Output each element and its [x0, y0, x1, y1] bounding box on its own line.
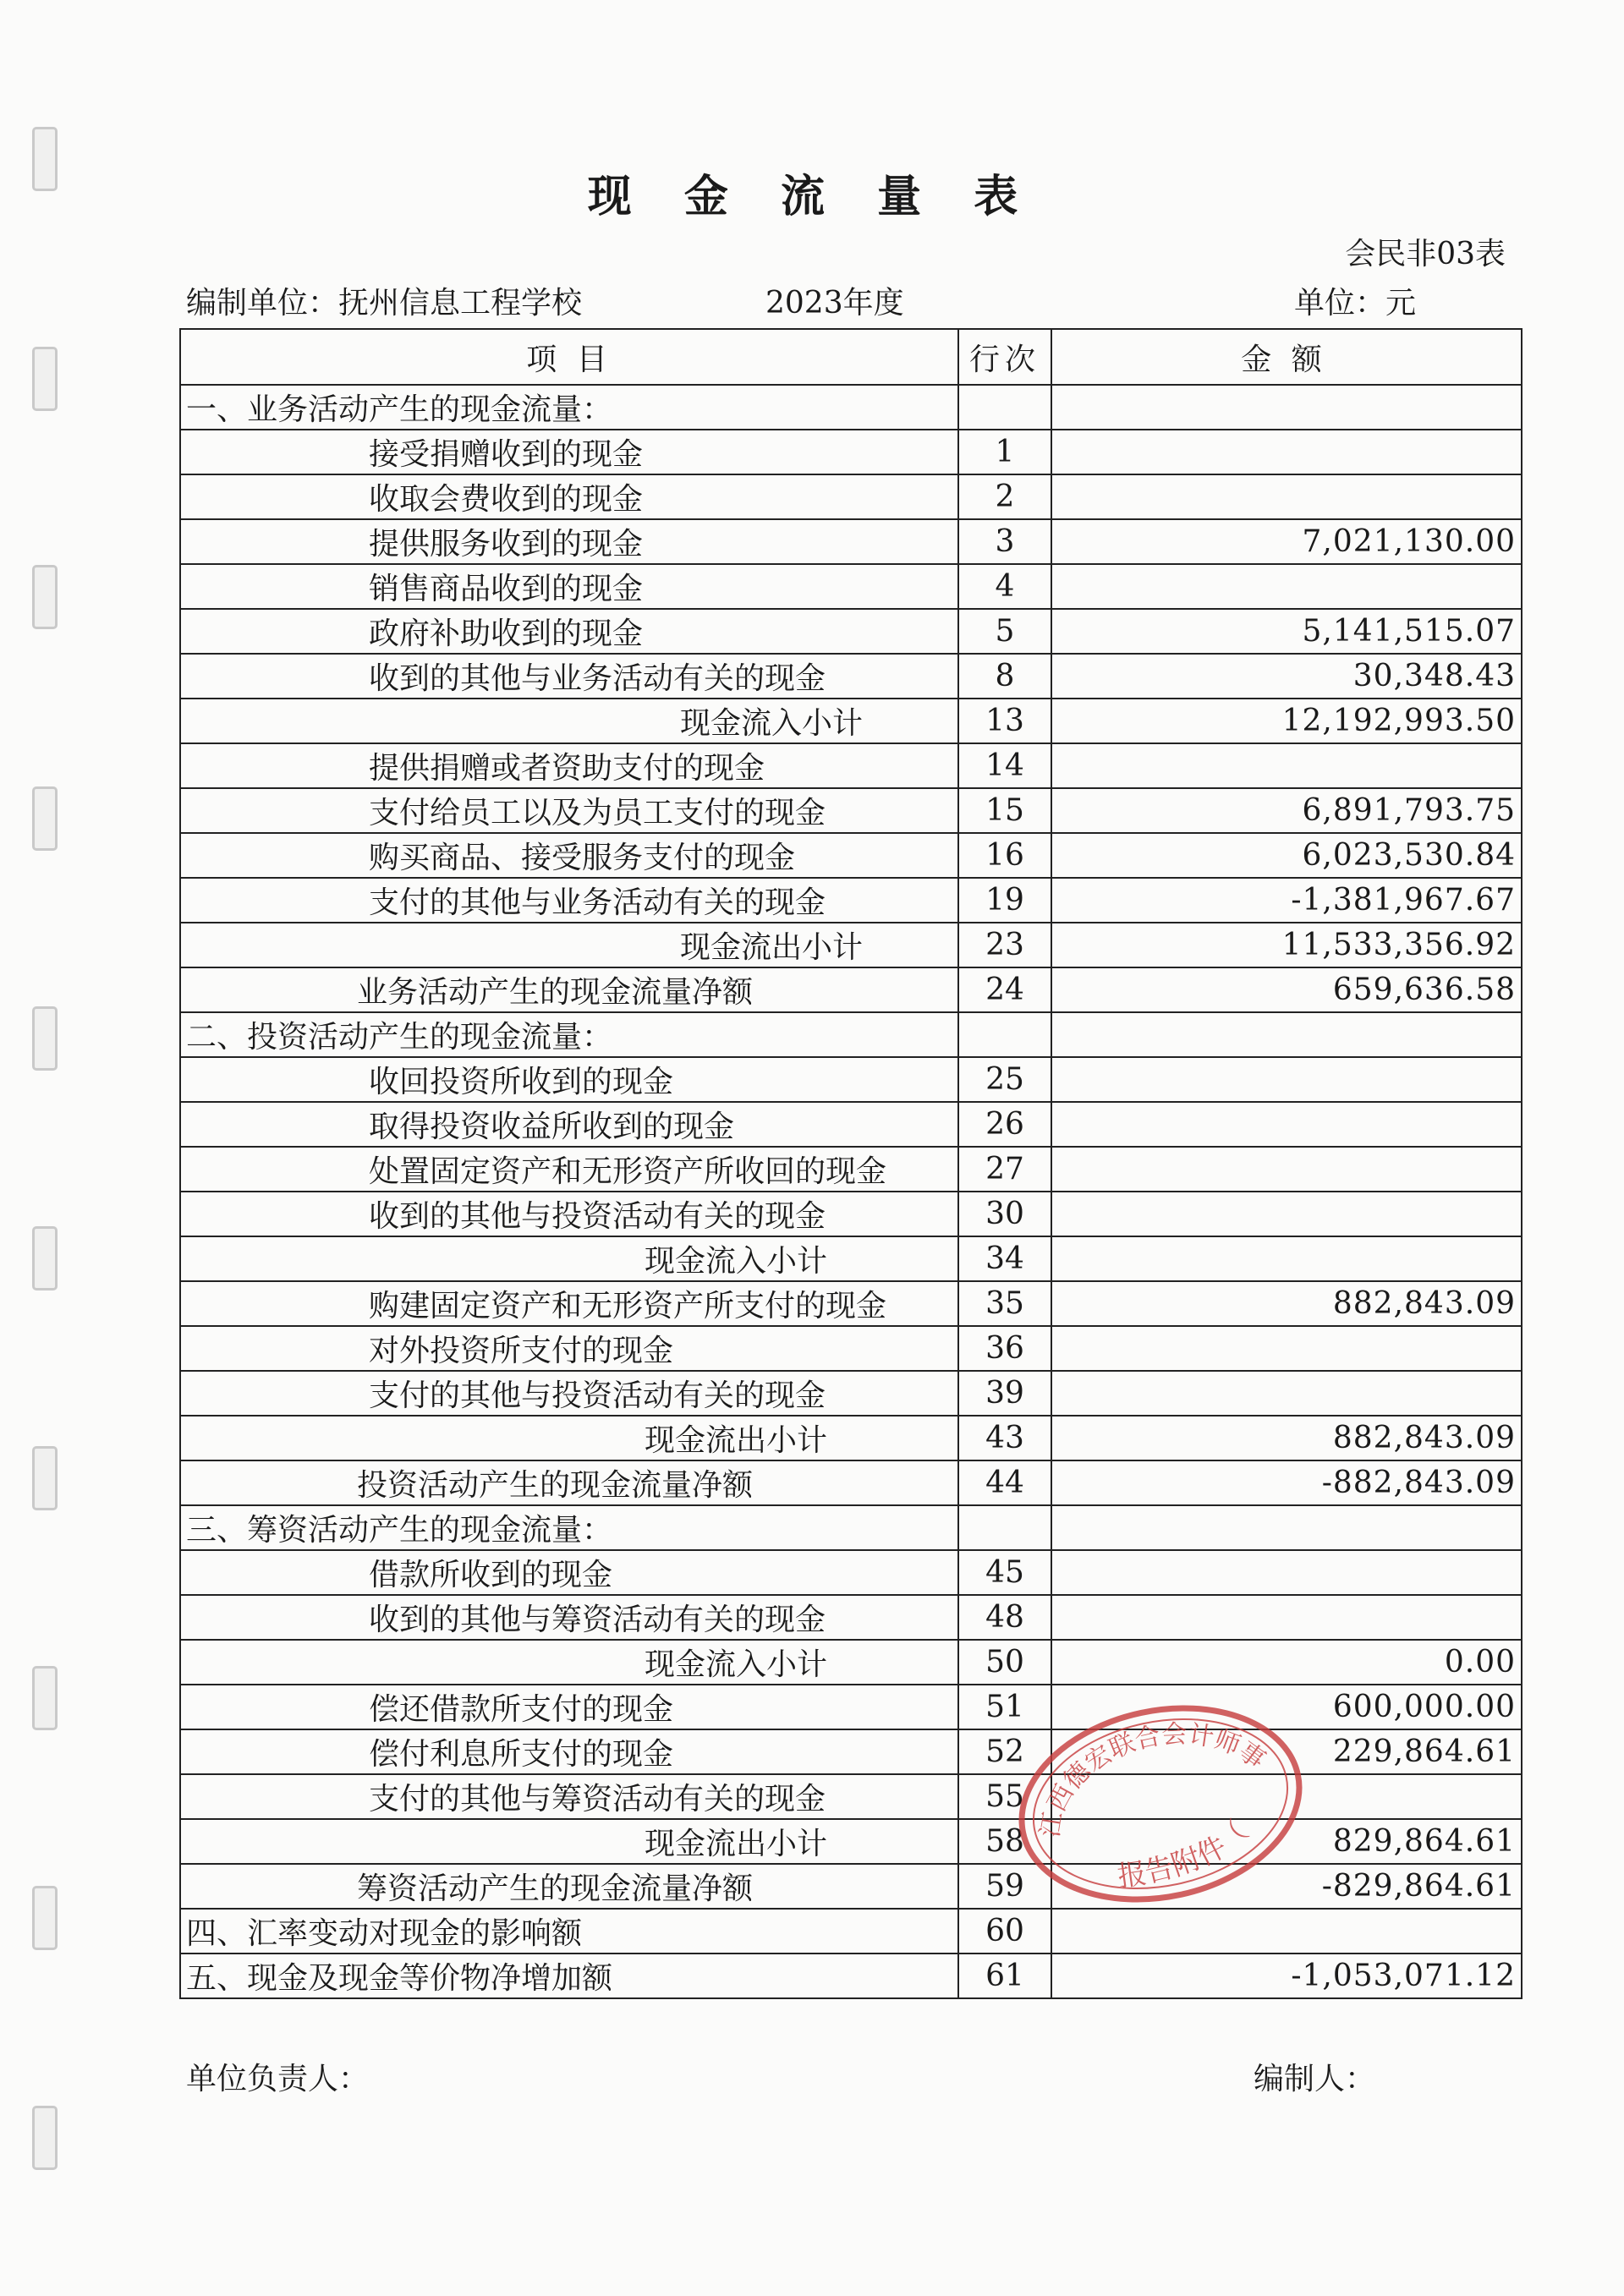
row-amount: 882,843.09 — [1051, 1416, 1522, 1460]
seal-bottom-text: 报告附件（1） — [1115, 1815, 1255, 1894]
row-item: 处置固定资产和无形资产所收回的现金 — [180, 1147, 958, 1192]
row-amount — [1051, 1147, 1522, 1192]
preparer-label: 编制人： — [1254, 2062, 1376, 2096]
table-row — [180, 1685, 1522, 1729]
binding-holes — [32, 0, 58, 2296]
currency-unit: 单位：元 — [1294, 286, 1417, 321]
table-row — [180, 1102, 1522, 1147]
row-item: 现金流出小计 — [180, 1819, 958, 1864]
row-amount — [1051, 1505, 1522, 1550]
subtotal-row — [180, 1819, 1522, 1864]
row-line: 60 — [958, 1909, 1051, 1954]
row-line: 2 — [958, 474, 1051, 519]
row-item: 一、业务活动产生的现金流量： — [180, 385, 958, 430]
row-amount — [1051, 1012, 1522, 1057]
row-line: 59 — [958, 1864, 1051, 1909]
row-line: 45 — [958, 1550, 1051, 1595]
row-line: 35 — [958, 1281, 1051, 1326]
row-amount: 6,891,793.75 — [1051, 788, 1522, 833]
row-line: 5 — [958, 609, 1051, 654]
table-row — [180, 1595, 1522, 1640]
table-row — [180, 609, 1522, 654]
row-item: 提供服务收到的现金 — [180, 519, 958, 564]
row-amount — [1051, 564, 1522, 609]
row-amount: 7,021,130.00 — [1051, 519, 1522, 564]
row-item: 购买商品、接受服务支付的现金 — [180, 833, 958, 878]
row-line — [958, 1505, 1051, 1550]
row-amount — [1051, 743, 1522, 788]
row-item: 销售商品收到的现金 — [180, 564, 958, 609]
unit-head-label: 单位负责人： — [186, 2062, 370, 2096]
row-amount: 30,348.43 — [1051, 654, 1522, 699]
row-item: 四、汇率变动对现金的影响额 — [180, 1909, 958, 1954]
row-item: 收到的其他与筹资活动有关的现金 — [180, 1595, 958, 1640]
row-amount — [1051, 430, 1522, 474]
row-line: 39 — [958, 1371, 1051, 1416]
row-item: 借款所收到的现金 — [180, 1550, 958, 1595]
table-row — [180, 1057, 1522, 1102]
subtotal-row — [180, 923, 1522, 967]
binding-hole — [32, 1886, 58, 1950]
row-line: 24 — [958, 967, 1051, 1012]
row-item: 收到的其他与业务活动有关的现金 — [180, 654, 958, 699]
row-item: 支付的其他与业务活动有关的现金 — [180, 878, 958, 923]
report-year: 2023年度 — [765, 286, 904, 321]
row-amount: 829,864.61 — [1051, 1819, 1522, 1864]
subtotal-row — [180, 699, 1522, 743]
row-line: 44 — [958, 1460, 1051, 1505]
table-row — [180, 1550, 1522, 1595]
row-item: 收回投资所收到的现金 — [180, 1057, 958, 1102]
row-line: 55 — [958, 1774, 1051, 1819]
row-amount: 11,533,356.92 — [1051, 923, 1522, 967]
seal-top-text: 江西德宏联合会计师事务所 — [1034, 1719, 1271, 1840]
row-item: 支付的其他与筹资活动有关的现金 — [180, 1774, 958, 1819]
row-item: 三、筹资活动产生的现金流量： — [180, 1505, 958, 1550]
row-amount: -1,053,071.12 — [1051, 1954, 1522, 1998]
row-line — [958, 1012, 1051, 1057]
table-row — [180, 878, 1522, 923]
row-line: 13 — [958, 699, 1051, 743]
subtotal-row — [180, 1416, 1522, 1460]
binding-hole — [32, 1446, 58, 1510]
net-row — [180, 967, 1522, 1012]
table-row — [180, 1371, 1522, 1416]
table-row — [180, 788, 1522, 833]
row-amount — [1051, 1595, 1522, 1640]
table-row — [180, 743, 1522, 788]
row-line: 51 — [958, 1685, 1051, 1729]
row-amount — [1051, 474, 1522, 519]
row-line: 48 — [958, 1595, 1051, 1640]
row-item: 现金流入小计 — [180, 699, 958, 743]
subtotal-row — [180, 1236, 1522, 1281]
table-row — [180, 654, 1522, 699]
row-amount: 229,864.61 — [1051, 1729, 1522, 1774]
row-item: 政府补助收到的现金 — [180, 609, 958, 654]
row-line: 25 — [958, 1057, 1051, 1102]
table-row — [180, 430, 1522, 474]
row-item: 投资活动产生的现金流量净额 — [180, 1460, 958, 1505]
table-row — [180, 1147, 1522, 1192]
row-amount: 600,000.00 — [1051, 1685, 1522, 1729]
section-row — [180, 1505, 1522, 1550]
header-amount: 金 额 — [1051, 329, 1522, 385]
row-line: 52 — [958, 1729, 1051, 1774]
table-row — [180, 474, 1522, 519]
row-item: 五、现金及现金等价物净增加额 — [180, 1954, 958, 1998]
row-line: 15 — [958, 788, 1051, 833]
row-amount: 5,141,515.07 — [1051, 609, 1522, 654]
row-item: 购建固定资产和无形资产所支付的现金 — [180, 1281, 958, 1326]
row-item: 收到的其他与投资活动有关的现金 — [180, 1192, 958, 1236]
table-row — [180, 1729, 1522, 1774]
page-title: 现 金 流 量 表 — [587, 171, 1037, 222]
binding-hole — [32, 1006, 58, 1071]
row-line: 30 — [958, 1192, 1051, 1236]
row-amount — [1051, 1774, 1522, 1819]
binding-hole — [32, 565, 58, 629]
row-line: 26 — [958, 1102, 1051, 1147]
row-item: 支付给员工以及为员工支付的现金 — [180, 788, 958, 833]
row-amount — [1051, 1192, 1522, 1236]
row-item: 对外投资所支付的现金 — [180, 1326, 958, 1371]
table-row — [180, 1192, 1522, 1236]
row-amount: 6,023,530.84 — [1051, 833, 1522, 878]
row-line: 1 — [958, 430, 1051, 474]
row-item: 二、投资活动产生的现金流量： — [180, 1012, 958, 1057]
row-amount: 0.00 — [1051, 1640, 1522, 1685]
table-row — [180, 1326, 1522, 1371]
row-amount — [1051, 1236, 1522, 1281]
cash-flow-table — [179, 328, 1522, 1999]
row-line: 4 — [958, 564, 1051, 609]
subtotal-row — [180, 1640, 1522, 1685]
row-line: 8 — [958, 654, 1051, 699]
row-item: 接受捐赠收到的现金 — [180, 430, 958, 474]
binding-hole — [32, 1226, 58, 1290]
row-line: 36 — [958, 1326, 1051, 1371]
row-line: 27 — [958, 1147, 1051, 1192]
row-item: 偿付利息所支付的现金 — [180, 1729, 958, 1774]
row-line: 50 — [958, 1640, 1051, 1685]
row-item: 现金流入小计 — [180, 1640, 958, 1685]
row-amount — [1051, 1909, 1522, 1954]
row-item: 取得投资收益所收到的现金 — [180, 1102, 958, 1147]
row-item: 偿还借款所支付的现金 — [180, 1685, 958, 1729]
row-amount: -882,843.09 — [1051, 1460, 1522, 1505]
row-item: 现金流入小计 — [180, 1236, 958, 1281]
row-item: 业务活动产生的现金流量净额 — [180, 967, 958, 1012]
row-amount: -1,381,967.67 — [1051, 878, 1522, 923]
row-line: 58 — [958, 1819, 1051, 1864]
table-row — [180, 833, 1522, 878]
row-amount — [1051, 385, 1522, 430]
binding-hole — [32, 347, 58, 411]
row-line: 19 — [958, 878, 1051, 923]
row-item: 筹资活动产生的现金流量净额 — [180, 1864, 958, 1909]
preparer-unit: 编制单位：抚州信息工程学校 — [186, 286, 583, 321]
binding-hole — [32, 2106, 58, 2170]
row-line: 43 — [958, 1416, 1051, 1460]
table-row — [180, 1774, 1522, 1819]
table-row — [180, 564, 1522, 609]
table-row — [180, 385, 1522, 430]
row-amount: 12,192,993.50 — [1051, 699, 1522, 743]
row-line: 23 — [958, 923, 1051, 967]
row-line: 14 — [958, 743, 1051, 788]
section-row — [180, 1909, 1522, 1954]
header-line: 行次 — [958, 329, 1051, 385]
section-row — [180, 1954, 1522, 1998]
net-row — [180, 1864, 1522, 1909]
row-item: 提供捐赠或者资助支付的现金 — [180, 743, 958, 788]
row-line: 61 — [958, 1954, 1051, 1998]
row-amount: 659,636.58 — [1051, 967, 1522, 1012]
row-amount: 882,843.09 — [1051, 1281, 1522, 1326]
section-row — [180, 1012, 1522, 1057]
row-line — [958, 385, 1051, 430]
binding-hole — [32, 1666, 58, 1730]
net-row — [180, 1460, 1522, 1505]
header-item: 项 目 — [180, 329, 958, 385]
row-item: 现金流出小计 — [180, 1416, 958, 1460]
row-amount — [1051, 1550, 1522, 1595]
row-amount — [1051, 1326, 1522, 1371]
row-item: 现金流出小计 — [180, 923, 958, 967]
binding-hole — [32, 786, 58, 851]
row-amount — [1051, 1102, 1522, 1147]
row-amount — [1051, 1057, 1522, 1102]
form-code: 会民非03表 — [1345, 237, 1506, 271]
row-line: 3 — [958, 519, 1051, 564]
row-line: 16 — [958, 833, 1051, 878]
row-line: 34 — [958, 1236, 1051, 1281]
table-row — [180, 1281, 1522, 1326]
table-row — [180, 519, 1522, 564]
table-header-row — [180, 329, 1522, 385]
row-item: 支付的其他与投资活动有关的现金 — [180, 1371, 958, 1416]
row-item: 收取会费收到的现金 — [180, 474, 958, 519]
row-amount: -829,864.61 — [1051, 1864, 1522, 1909]
row-amount — [1051, 1371, 1522, 1416]
